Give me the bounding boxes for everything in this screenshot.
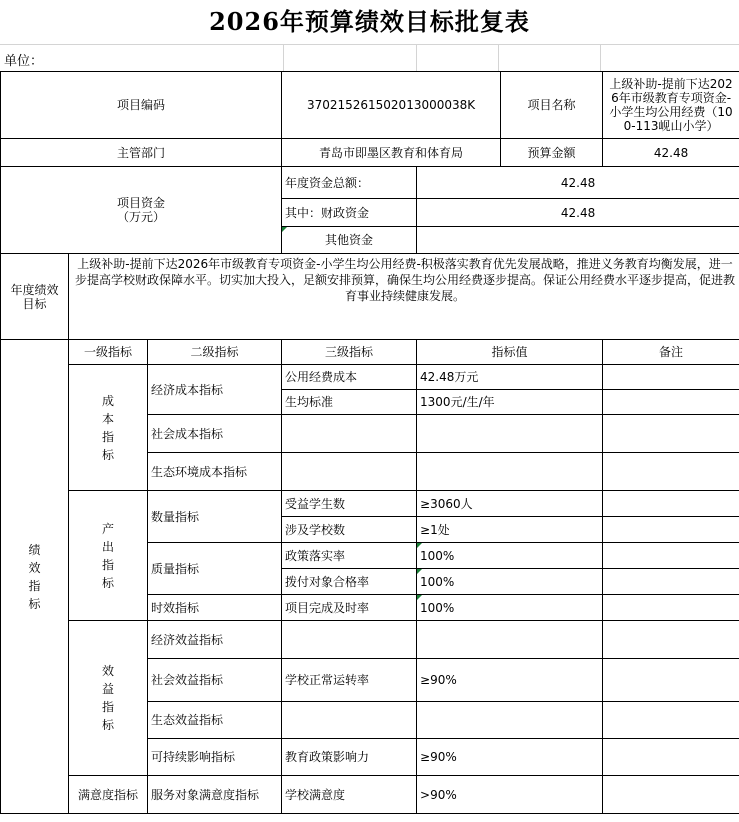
satisfaction-level2: 服务对象满意度指标 xyxy=(148,776,282,814)
header-level2: 二级指标 xyxy=(148,340,282,365)
benefit-sustain-label: 可持续影响指标 xyxy=(148,739,282,776)
cost-item-name: 公用经费成本 xyxy=(282,365,417,390)
output-quality-label: 质量指标 xyxy=(148,543,282,595)
dept-label: 主管部门 xyxy=(1,139,282,167)
project-name-value: 上级补助-提前下达2026年市级教育专项资金-小学生均公用经费（100-113岘山小学） xyxy=(603,72,739,139)
funds-total-label: 年度资金总额： xyxy=(282,167,417,199)
performance-table xyxy=(0,71,739,814)
benefit-item-value: ≥90% xyxy=(417,659,603,702)
cost-social-label: 社会成本指标 xyxy=(148,415,282,453)
output-item-value: ≥3060人 xyxy=(417,491,603,517)
output-timeliness-label: 时效指标 xyxy=(148,595,282,621)
dept-value: 青岛市即墨区教育和体育局 xyxy=(282,139,501,167)
empty-cell xyxy=(282,702,417,739)
note-cell xyxy=(603,776,739,814)
satisfaction-label: 满意度指标 xyxy=(69,776,148,814)
cost-item-value: 42.48万元 xyxy=(417,365,603,390)
benefit-eco-label: 生态效益指标 xyxy=(148,702,282,739)
grid-line xyxy=(416,45,417,71)
grid-line xyxy=(283,45,284,71)
output-item-value: 100% xyxy=(417,569,603,595)
note-cell xyxy=(603,739,739,776)
note-cell xyxy=(603,491,739,517)
project-code-value: 370215261502013000038K xyxy=(282,72,501,139)
empty-cell xyxy=(417,621,603,659)
header-note: 备注 xyxy=(603,340,739,365)
output-item-name: 项目完成及时率 xyxy=(282,595,417,621)
goal-text: 上级补助-提前下达2026年市级教育专项资金-小学生均公用经费-积极落实教育优先发展战略，推进义务教育均衡发展，进一步提高学校财政保障水平。切实加大投入，足额安排预算，确保生均公用经费逐步提高。保证公用经费水平逐步提高，促进教育事业持续健康发展。 xyxy=(69,254,739,340)
goal-label-text: 年度绩效目标 xyxy=(10,282,59,311)
grid-line xyxy=(600,45,601,71)
funds-other-value xyxy=(417,227,739,254)
cost-economic-label: 经济成本指标 xyxy=(148,365,282,415)
funds-fiscal-value: 42.48 xyxy=(417,199,739,227)
perf-label-text: 绩效指标 xyxy=(28,542,41,611)
output-quantity-label: 数量指标 xyxy=(148,491,282,543)
note-cell xyxy=(603,453,739,491)
empty-cell xyxy=(282,453,417,491)
satisfaction-item-name: 学校满意度 xyxy=(282,776,417,814)
funds-label-text: 项目资金（万元） xyxy=(117,196,166,224)
benefit-item-name: 学校正常运转率 xyxy=(282,659,417,702)
empty-cell xyxy=(282,621,417,659)
cost-label-text: 成本指标 xyxy=(101,393,114,462)
satisfaction-item-value: >90% xyxy=(417,776,603,814)
cost-item-value: 1300元/生/年 xyxy=(417,390,603,415)
output-label-text: 产出指标 xyxy=(101,521,114,590)
output-item-value: ≥1处 xyxy=(417,517,603,543)
project-code-label: 项目编码 xyxy=(1,72,282,139)
note-cell xyxy=(603,595,739,621)
funds-total-value: 42.48 xyxy=(417,167,739,199)
benefit-item-name: 教育政策影响力 xyxy=(282,739,417,776)
output-item-name: 政策落实率 xyxy=(282,543,417,569)
empty-cell xyxy=(417,702,603,739)
cost-label xyxy=(69,365,148,491)
grid-line xyxy=(498,45,499,71)
note-cell xyxy=(603,365,739,390)
benefit-social-label: 社会效益指标 xyxy=(148,659,282,702)
output-item-name: 涉及学校数 xyxy=(282,517,417,543)
goal-label xyxy=(1,254,69,340)
funds-fiscal-label: 其中：财政资金 xyxy=(282,199,417,227)
note-cell xyxy=(603,390,739,415)
page-title: 2026年预算绩效目标批复表 xyxy=(209,7,530,36)
benefit-item-value: ≥90% xyxy=(417,739,603,776)
note-cell xyxy=(603,415,739,453)
unit-label: 单位： xyxy=(4,54,44,69)
budget-value: 42.48 xyxy=(603,139,739,167)
benefit-label-text: 效益指标 xyxy=(101,664,114,732)
header-level1: 一级指标 xyxy=(69,340,148,365)
benefit-label xyxy=(69,621,148,776)
note-cell xyxy=(603,702,739,739)
output-label xyxy=(69,491,148,621)
header-level3: 三级指标 xyxy=(282,340,417,365)
output-item-name: 受益学生数 xyxy=(282,491,417,517)
output-item-value: 100% xyxy=(417,543,603,569)
empty-cell xyxy=(417,415,603,453)
funds-other-label: 其他资金 xyxy=(282,227,417,254)
cost-eco-label: 生态环境成本指标 xyxy=(148,453,282,491)
output-item-value: 100% xyxy=(417,595,603,621)
budget-label: 预算金额 xyxy=(501,139,603,167)
funds-label xyxy=(1,167,282,254)
empty-cell xyxy=(417,453,603,491)
benefit-economic-label: 经济效益指标 xyxy=(148,621,282,659)
output-item-name: 拨付对象合格率 xyxy=(282,569,417,595)
cost-item-name: 生均标准 xyxy=(282,390,417,415)
unit-row xyxy=(0,44,739,71)
note-cell xyxy=(603,659,739,702)
empty-cell xyxy=(282,415,417,453)
note-cell xyxy=(603,569,739,595)
perf-label xyxy=(1,340,69,814)
project-name-label: 项目名称 xyxy=(501,72,603,139)
note-cell xyxy=(603,543,739,569)
note-cell xyxy=(603,517,739,543)
header-value: 指标值 xyxy=(417,340,603,365)
note-cell xyxy=(603,621,739,659)
